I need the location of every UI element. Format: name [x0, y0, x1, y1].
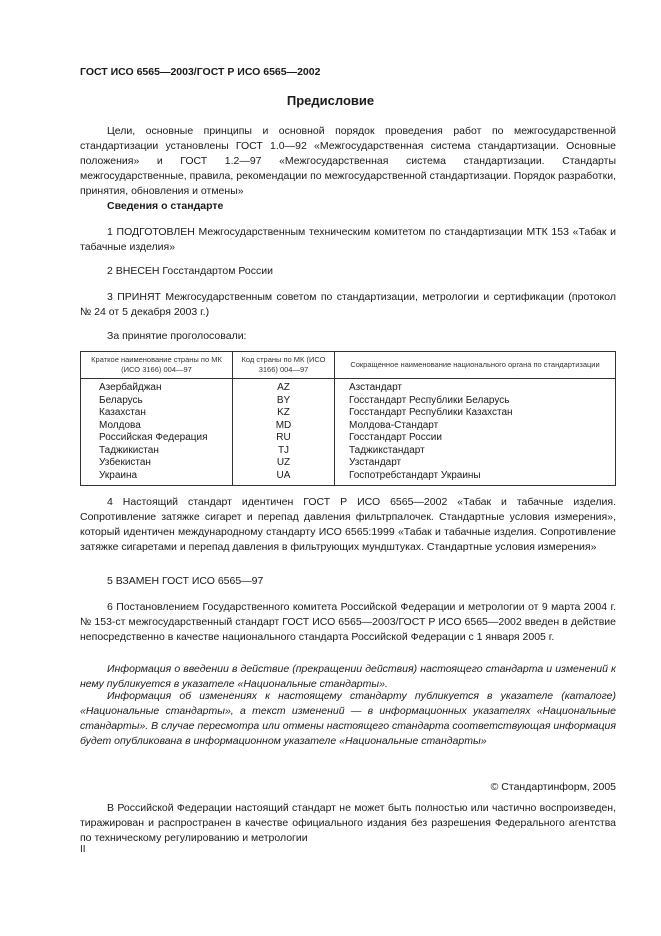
header-code: Код страны по МК (ИСО 3166) 004—97 — [233, 352, 335, 379]
body-cell: Азстандарт — [335, 379, 616, 395]
table-row — [81, 470, 616, 486]
code-cell: MD — [233, 420, 335, 433]
code-cell: UZ — [233, 457, 335, 470]
header-body: Сокращенное наименование национального органа по стандартизации — [335, 352, 616, 379]
item-6: 6 Постановлением Государственного комитета Российской Федерации и метрологии от 9 марта 2004 г. № 153-ст межгосударственный стандарт ГОСТ ИСО 6565—2003/ГОСТ Р ИСО 6565—2002 введен в действие непосредственно в качестве национального стандарта Российской Федерации с 1 января 2005 г. — [80, 601, 616, 643]
table-row — [81, 457, 616, 470]
country-cell: Казахстан — [81, 407, 233, 420]
code-cell: UA — [233, 470, 335, 486]
header-country: Краткое наименование страны по МК (ИСО 3166) 004—97 — [81, 352, 233, 379]
info-paragraph-2: Информация об изменениях к настоящему стандарту публикуется в указателе (каталоге) «Национальные стандарты», а текст изменений — в информационных указателях «Национальные стандарты». В случае пересмотра или отмены настоящего стандарта соответствующая информация будет опубликована в информационном указателе «Национальные стандарты» — [80, 690, 616, 747]
body-cell: Госстандарт России — [335, 432, 616, 445]
country-cell: Молдова — [81, 420, 233, 433]
table-header-row — [81, 352, 616, 379]
country-cell: Российская Федерация — [81, 432, 233, 445]
table-row — [81, 432, 616, 445]
code-cell: TJ — [233, 445, 335, 458]
section-heading: Сведения о стандарте — [107, 200, 224, 212]
intro-paragraph: Цели, основные принципы и основной порядок проведения работ по межгосударственной стандартизации установлены ГОСТ 1.0—92 «Межгосударственная система стандартизации. Основные положения» и ГОСТ 1.2—97 «Межгосударственная система стандартизации. Стандарты межгосударственные, правила, рекомендации по межгосударственной стандартизации. Порядок разработки, принятия, обновления и отмены» — [80, 125, 616, 197]
page-title: Предисловие — [286, 93, 375, 108]
country-cell: Таджикистан — [81, 445, 233, 458]
body-cell: Госстандарт Республики Казахстан — [335, 407, 616, 420]
item-2: 2 ВНЕСЕН Госстандартом России — [107, 265, 273, 277]
body-cell: Госстандарт Республики Беларусь — [335, 395, 616, 408]
body-cell: Госпотребстандарт Украины — [335, 470, 616, 486]
body-cell: Молдова-Стандарт — [335, 420, 616, 433]
country-cell: Беларусь — [81, 395, 233, 408]
page-number: II — [80, 844, 86, 855]
table-row — [81, 395, 616, 408]
country-cell: Узбекистан — [81, 457, 233, 470]
voted-label: За принятие проголосовали: — [107, 330, 247, 342]
copyright-notice: В Российской Федерации настоящий стандарт не может быть полностью или частично воспроизведен, тиражирован и распространен в качестве официального издания без разрешения Федерального агентства по техническому регулированию и метрологии — [80, 802, 616, 844]
code-cell: BY — [233, 395, 335, 408]
country-cell: Азербайджан — [81, 379, 233, 395]
item-3: 3 ПРИНЯТ Межгосударственным советом по стандартизации, метрологии и сертификации (протокол № 24 от 5 декабря 2003 г.) — [80, 291, 616, 318]
item-4: 4 Настоящий стандарт идентичен ГОСТ Р ИСО 6565—2002 «Табак и табачные изделия. Сопротивление затяжке сигарет и перепад давления фильтрпалочек. Стандартные условия измерения», который идентичен международному стандарту ИСО 6565:1999 «Табак и табачные изделия. Сопротивление затяжке сигаретами и перепад давления в фильтрующих мундштуках. Стандартные условия измерения» — [80, 496, 616, 553]
table-row — [81, 379, 616, 395]
item-5: 5 ВЗАМЕН ГОСТ ИСО 6565—97 — [107, 575, 264, 587]
table-row — [81, 420, 616, 433]
table-row — [81, 445, 616, 458]
code-cell: AZ — [233, 379, 335, 395]
voting-table — [80, 351, 616, 486]
info-paragraph-1: Информация о введении в действие (прекращении действия) настоящего стандарта и изменений к нему публикуется в указателе «Национальные стандарты». — [80, 663, 616, 690]
document-header: ГОСТ ИСО 6565—2003/ГОСТ Р ИСО 6565—2002 — [80, 66, 321, 78]
body-cell: Таджикстандарт — [335, 445, 616, 458]
body-cell: Узстандарт — [335, 457, 616, 470]
code-cell: KZ — [233, 407, 335, 420]
item-1: 1 ПОДГОТОВЛЕН Межгосударственным техническим комитетом по стандартизации МТК 153 «Табак и табачные изделия» — [80, 226, 616, 253]
code-cell: RU — [233, 432, 335, 445]
table-row — [81, 407, 616, 420]
copyright: © Стандартинформ, 2005 — [490, 781, 616, 793]
country-cell: Украина — [81, 470, 233, 486]
